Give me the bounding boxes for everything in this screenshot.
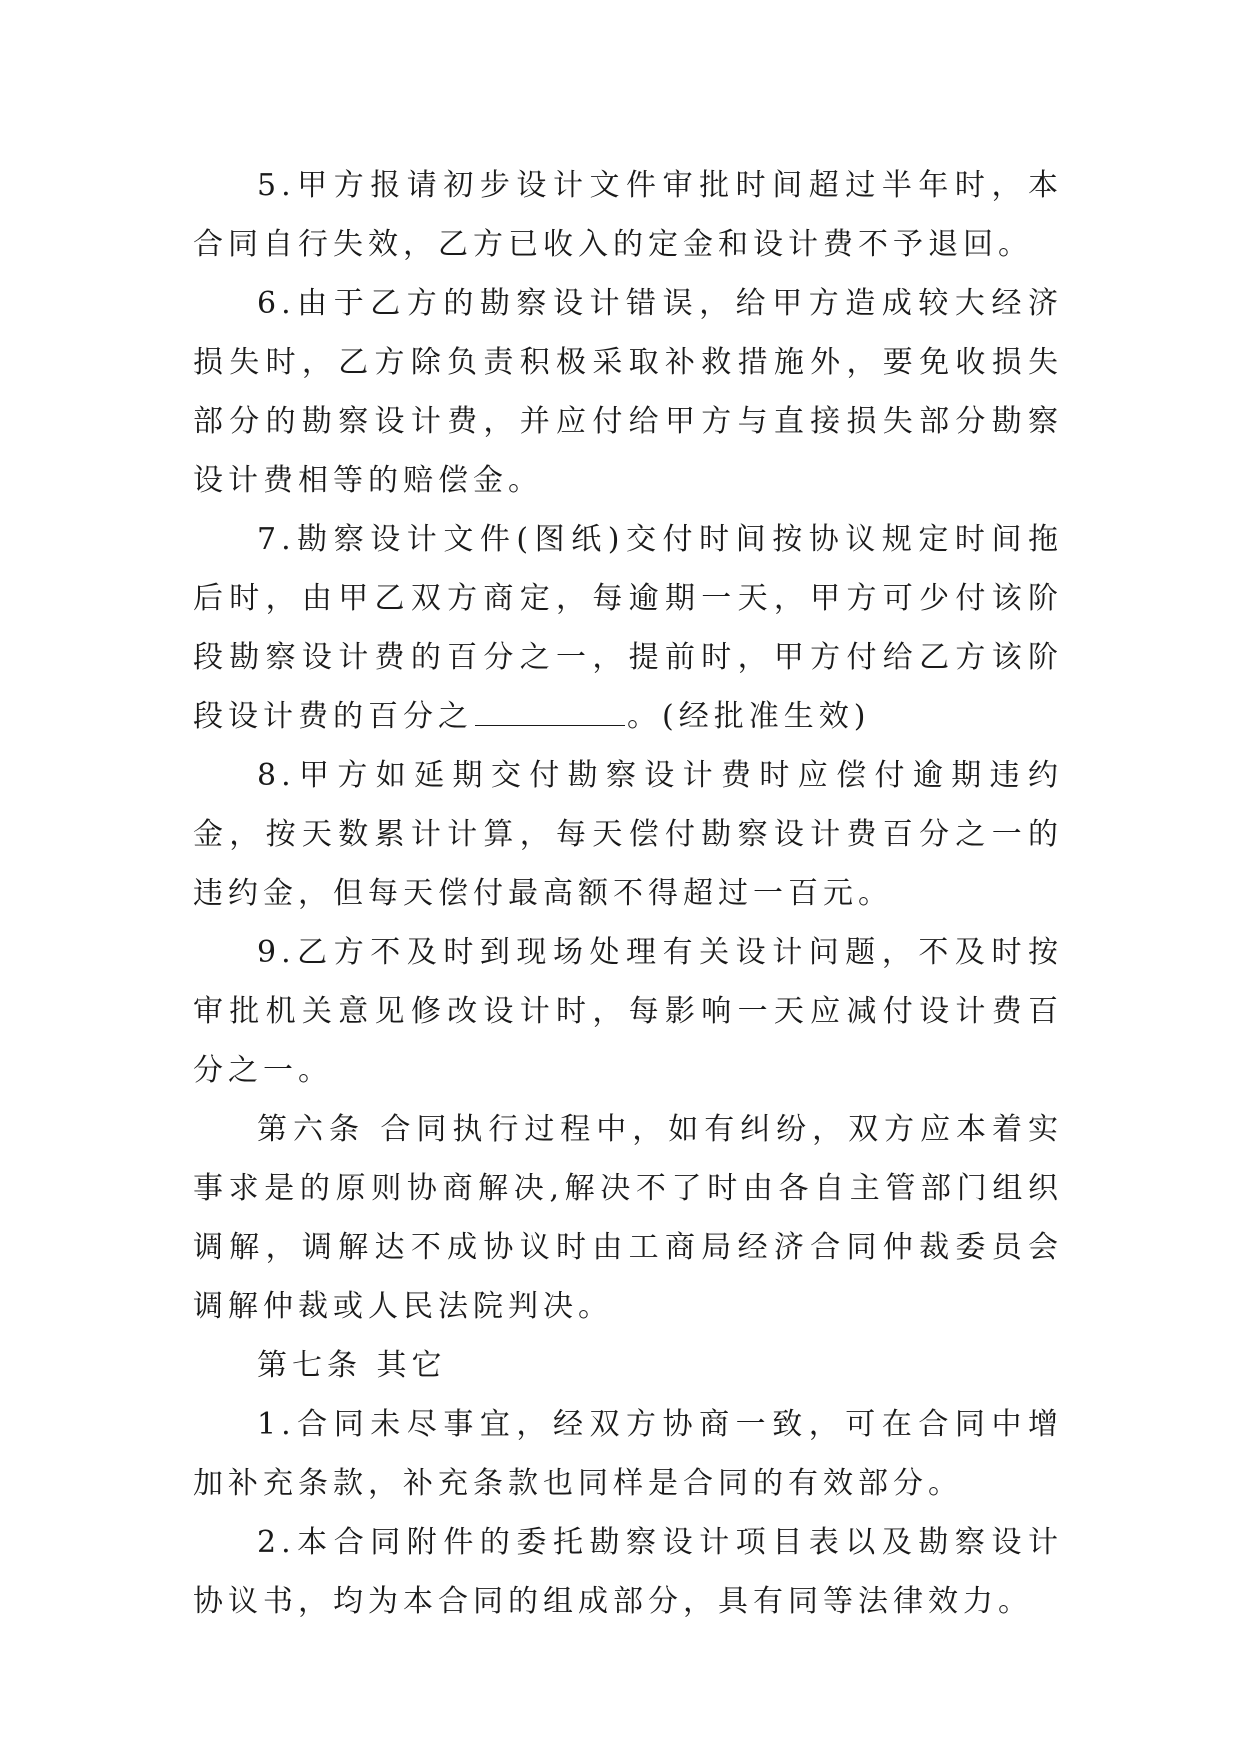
clause-9: 9.乙方不及时到现场处理有关设计问题，不及时按审批机关意见修改设计时，每影响一天应减付设计费百分之一。 bbox=[193, 935, 1063, 1088]
article-7-item-2: 2.本合同附件的委托勘察设计项目表以及勘察设计协议书，均为本合同的组成部分，具有同等法律效力。 bbox=[193, 1525, 1063, 1619]
clause-7-text: 7.勘察设计文件(图纸)交付时间按协议规定时间拖后时，由甲乙双方商定，每逾期一天，甲方可少付该阶段勘察设计费的百分之一，提前时，甲方付给乙方该阶段设计费的百分之 bbox=[193, 522, 1063, 734]
article-6: 第六条 合同执行过程中，如有纠纷，双方应本着实事求是的原则协商解决,解决不了时由各自主管部门组织调解，调解达不成协议时由工商局经济合同仲裁委员会调解仲裁或人民法院判决。 bbox=[193, 1112, 1063, 1324]
clause-5: 5.甲方报请初步设计文件审批时间超过半年时，本合同自行失效，乙方已收入的定金和设计费不予退回。 bbox=[193, 168, 1063, 262]
article-7-item-1: 1.合同未尽事宜，经双方协商一致，可在合同中增加补充条款，补充条款也同样是合同的有效部分。 bbox=[193, 1407, 1063, 1501]
document-body bbox=[193, 156, 1063, 1631]
clause-7-tail: 。(经批准生效) bbox=[627, 699, 871, 734]
clause-6: 6.由于乙方的勘察设计错误，给甲方造成较大经济损失时，乙方除负责积极采取补救措施外，要免收损失部分的勘察设计费，并应付给甲方与直接损失部分勘察设计费相等的赔偿金。 bbox=[193, 286, 1063, 498]
fill-in-blank bbox=[475, 693, 625, 726]
clause-8: 8.甲方如延期交付勘察设计费时应偿付逾期违约金，按天数累计计算，每天偿付勘察设计费百分之一的违约金，但每天偿付最高额不得超过一百元。 bbox=[193, 758, 1063, 911]
article-7-heading: 第七条 其它 bbox=[257, 1348, 447, 1383]
clause-7 bbox=[193, 510, 1063, 746]
